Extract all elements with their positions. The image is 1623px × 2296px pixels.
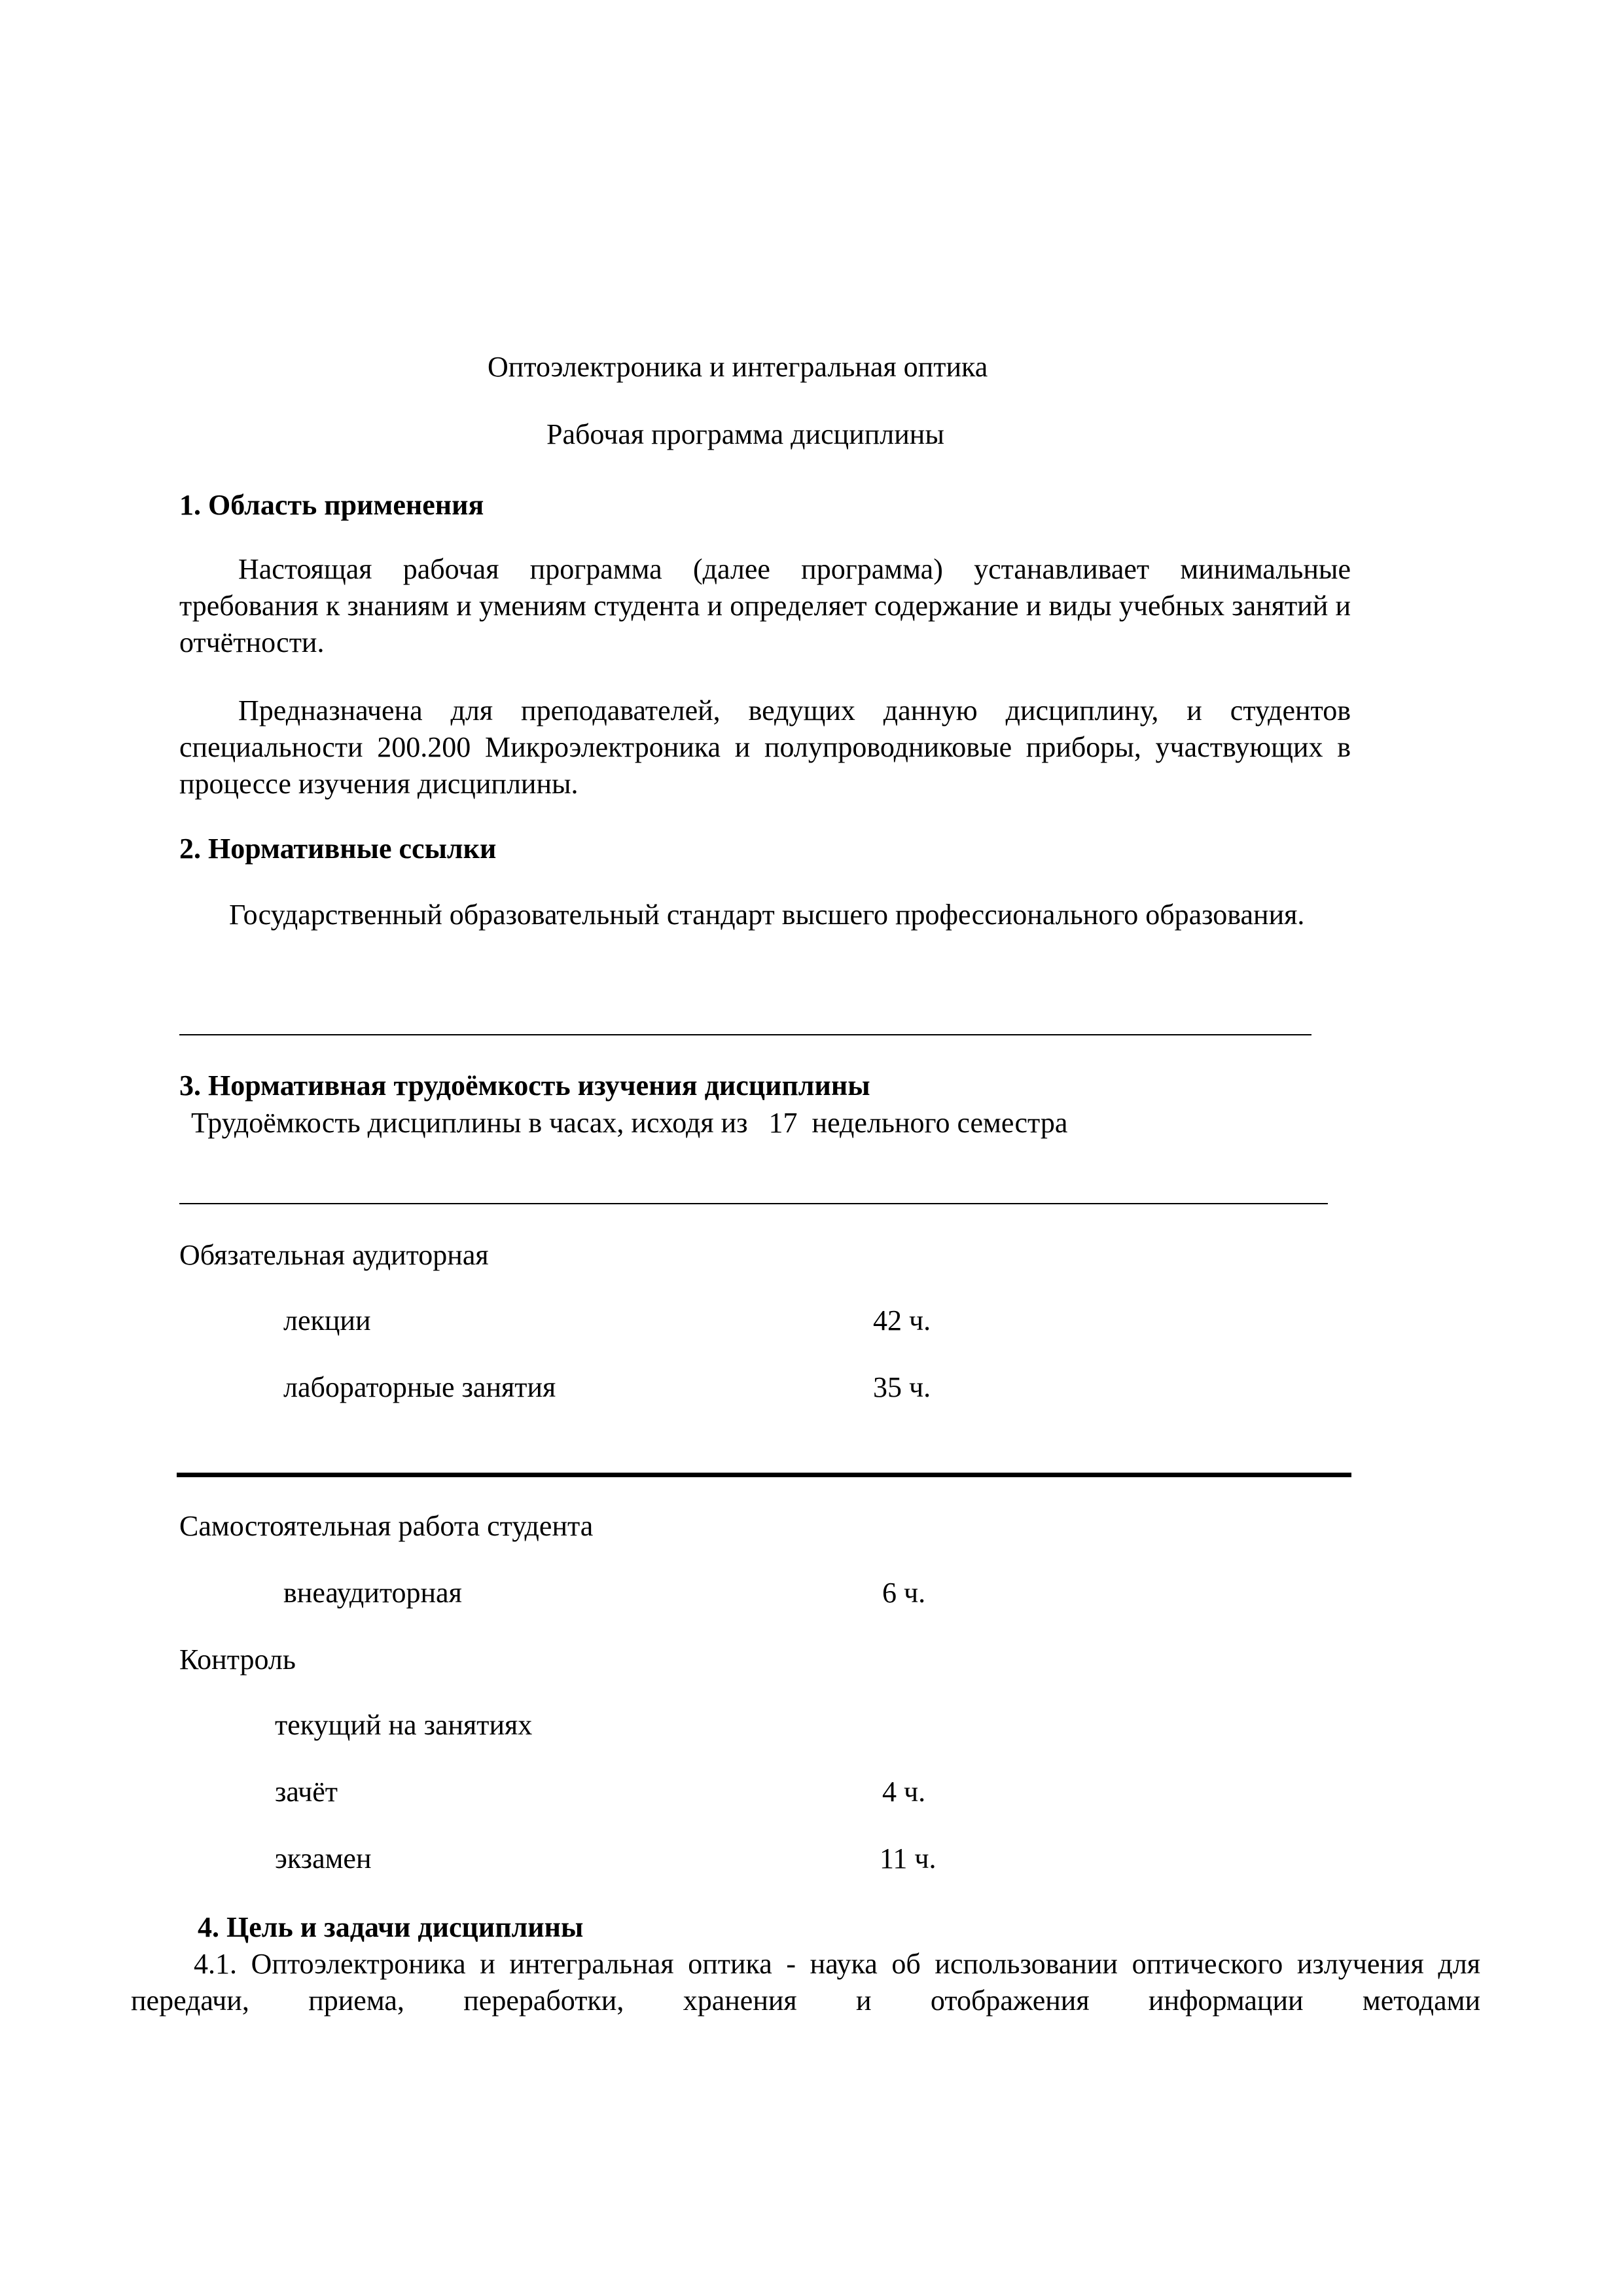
section-1-paragraph-1: Настоящая рабочая программа (далее программа) устанавливает минимальные требования к знаниям и умениям студента и определяет содержание и виды учебных занятий и отчётности. — [179, 553, 1351, 658]
semester-weeks: 17 — [768, 1107, 798, 1139]
self-work-label: Самостоятельная работа студента — [179, 1510, 594, 1542]
document-subtitle: Рабочая программа дисциплины — [546, 418, 944, 450]
row-hours-credit: 4 ч. — [882, 1776, 926, 1808]
row-name-exam: экзамен — [275, 1842, 372, 1874]
control-label: Контроль — [179, 1643, 296, 1676]
intro-text-start: Трудоёмкость дисциплины в часах, исходя из — [191, 1107, 748, 1139]
intro-text-end: недельного семестра — [812, 1107, 1068, 1139]
row-name-current-control: текущий на занятиях — [275, 1709, 533, 1741]
section-3-heading: 3. Нормативная трудоёмкость изучения дисциплины — [179, 1069, 870, 1102]
section-2-paragraph: Государственный образовательный стандарт высшего профессионального образования. — [229, 899, 1305, 931]
row-name-credit: зачёт — [275, 1776, 338, 1808]
row-hours-labs: 35 ч. — [873, 1371, 931, 1403]
section-1-heading: 1. Область применения — [179, 489, 484, 521]
row-name-lectures: лекции — [283, 1304, 371, 1336]
row-hours-lectures: 42 ч. — [873, 1304, 931, 1336]
section-3-intro-text — [191, 1105, 1067, 1141]
document-title: Оптоэлектроника и интегральная оптика — [488, 351, 988, 383]
thick-divider-line — [177, 1473, 1351, 1477]
row-name-extracurricular: внеаудиторная — [283, 1577, 462, 1609]
mandatory-label: Обязательная аудиторная — [179, 1239, 489, 1271]
divider-line — [179, 1203, 1328, 1204]
row-hours-exam: 11 ч. — [880, 1842, 936, 1874]
section-4-paragraph: 4.1. Оптоэлектроника и интегральная оптика - наука об использовании оптического излучения для передачи, приема, переработки, хранения и отображения информации методами — [131, 1948, 1480, 2017]
row-name-labs: лабораторные занятия — [283, 1371, 556, 1403]
divider-line — [179, 1034, 1311, 1035]
row-hours-extracurricular: 6 ч. — [882, 1577, 926, 1609]
section-4-heading: 4. Цель и задачи дисциплины — [198, 1911, 584, 1943]
section-1-paragraph-2: Предназначена для преподавателей, ведущих данную дисциплину, и студентов специальности 200.200 Микроэлектроника и полупроводниковые приборы, участвующих в процессе изучения дисциплины. — [179, 694, 1351, 800]
section-2-heading: 2. Нормативные ссылки — [179, 833, 497, 865]
